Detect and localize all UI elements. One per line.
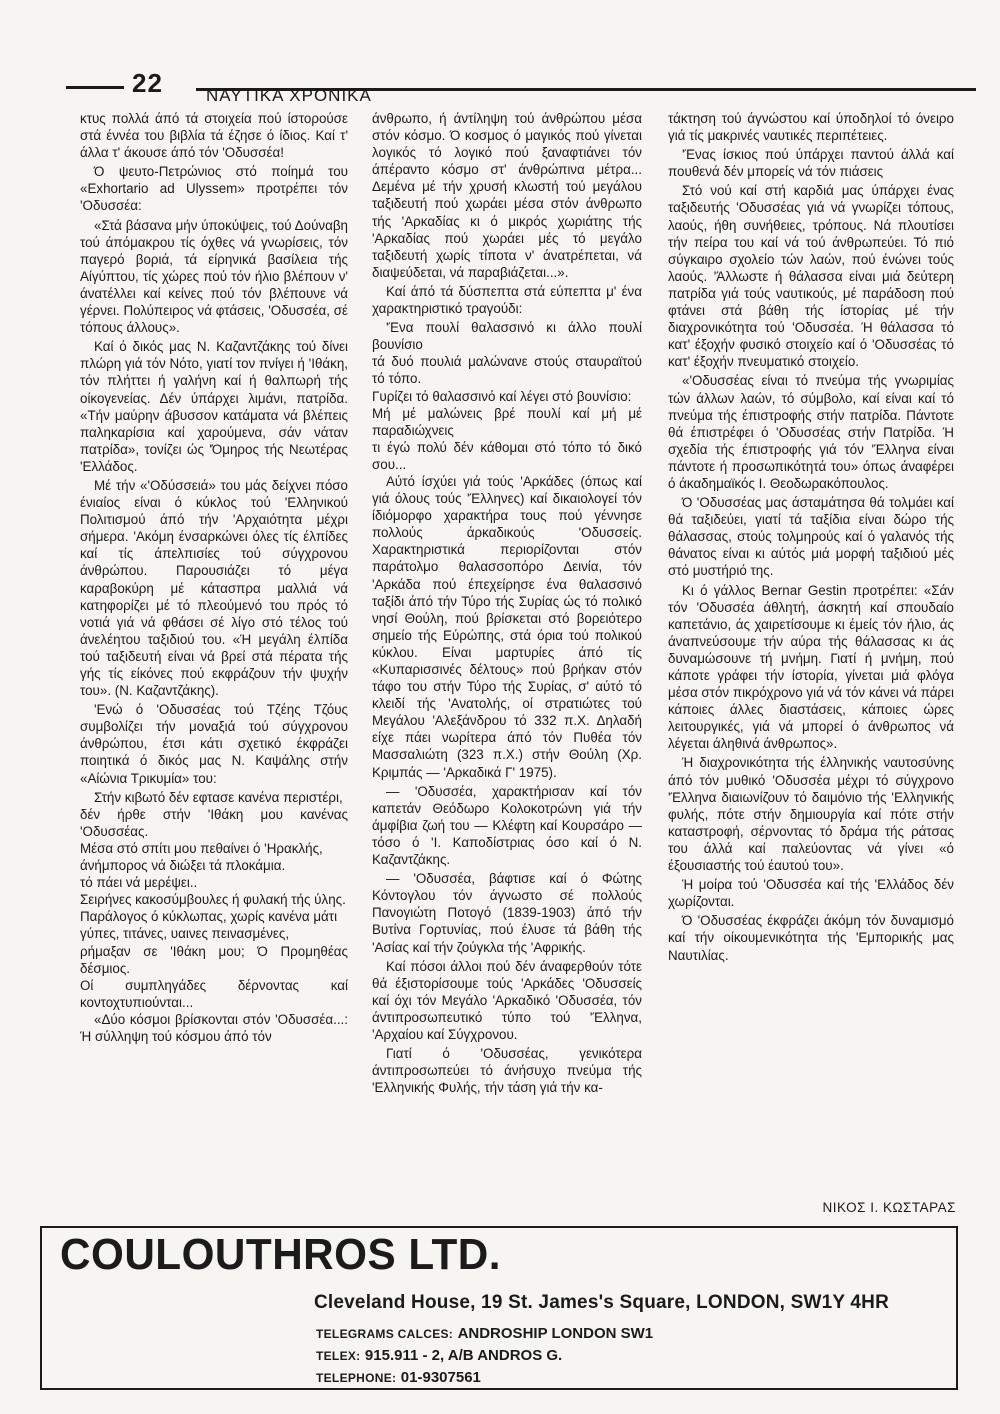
paragraph: τάκτηση τού άγνώστου καί ύποδηλοί τό όνειρο γιά τίς μακρινές ναυτικές περιπέτειες. [668,111,954,144]
ad-address: Cleveland House, 19 St. James's Square, LONDON, SW1Y 4HR [314,1292,890,1313]
author-signature: ΝΙΚΟΣ Ι. ΚΩΣΤΑΡΑΣ [822,1200,956,1215]
paragraph: Ή διαχρονικότητα τής έλληνικής ναυτοσύνης άπό τόν μυθικό 'Οδυσσέα μέχρι τό σύγχρονο 'Έλληνα διαιωνίζουν τό δαιμόνιο τής 'Ελληνικής φυλής, πότε στήν δημιουργία καί πότε στήν καταστροφή, σέρνοντας τό δράμα τής ράτσας του άλλά καί παλεύοντας νά γίνει «ό έξουσιαστής τού έαυτού του». [668,755,954,874]
song-line: Μή μέ μαλώνεις βρέ πουλί καί μή μέ παραδιώχνεις [372,405,642,438]
ad-telegrams-label: TELEGRAMS CALCES: [316,1327,454,1341]
publication-title: ΝΑΥΤΙΚΑ ΧΡΟΝΙΚΑ [206,86,372,105]
ad-telegrams-value: ANDROSHIP LONDON SW1 [457,1325,654,1342]
paragraph: Ή μοίρα τού 'Οδυσσέα καί τής 'Ελλάδος δέν χωρίζονται. [668,877,954,910]
paragraph: 'Ενώ ό 'Οδυσσέας τού Τζέης Τζόυς συμβολίζει τήν μοναξιά τού σύγχρονου άνθρώπου, έτσι κάτι σχετικό έκφράζει ποιητικά ό δικός μας Ν. Καψάλης στήν «Αίώνια Τρικυμία» του: [80,702,348,786]
song-line: 'Ένα πουλί θαλασσινό κι άλλο πουλί βουνίσιο [372,320,642,353]
paragraph: άνθρωπο, ή άντίληψη τού άνθρώπου μέσα στόν κόσμο. Ό κοσμος ό μαγικός πού γίνεται λογικός τό λογικό πού ξαναφτιάνει τόν άπέραντο κόσμο στ' άνθρώπινα μέτρα... Δεμένα μέ τήν χρυσή κλωστή τού μεγάλου ταξιδευτή πού χωράει μέσα στόν άνθρωπο τής 'Αρκαδίας κι ό μικρός χωριάτης τής 'Αρκαδίας πού χωράει μές τό μεγάλο ταξιδευτή χωρίς τίποτα ν' άνατρέπεται, νά διαψεύδεται, νά παραβιάζεται...». [372,111,642,280]
song-line: τά δυό πουλιά μαλώνανε στούς σταυραϊτού τό τόπο. [372,354,642,387]
verse-line: Στήν κιβωτό δέν εφτασε κανένα περιστέρι, [94,789,343,805]
song-line: Γυρίζει τό θαλασσινό καί λέγει στό βουνίσιο: [372,388,632,404]
verse-line: Παράλογος ό κύκλωπας, χωρίς κανένα μάτι [80,909,338,925]
header-rule-left [66,86,124,89]
advertisement-box [40,1226,958,1390]
verse-line: Σειρήνες κακοσύμβουλες ή φυλακή τής ύλης. [80,892,346,908]
ad-telex-label: TELEX: [316,1349,361,1363]
paragraph: — 'Οδυσσέα, χαρακτήρισαν καί τόν καπετάν Θεόδωρο Κολοκοτρώνη γιά τήν άμφίβια ζωή του — Κλέφτη καί Κουρσάρο — τόσο ό 'Ι. Καποδίστριας όσο καί ό Ν. Καζαντζάκης. [372,783,642,868]
verse-line: Μέσα στό σπίτι μου πεθαίνει ό 'Ηρακλής, [80,840,323,856]
verse-line: δέν ήρθε στήν 'Ιθάκη μου κανένας 'Οδυσσέας. [80,806,348,839]
paragraph: Στό νού καί στή καρδιά μας ύπάρχει ένας ταξιδευτής 'Οδυσσέας γιά νά γνωρίζει τόπους, λαούς, ήθη συνήθειες, τρόπους. Νά πλουτίσει τήν πείρα του καί νά τού άνθρωπεύει. Τό πιό σύγκαιρο σχολείο τών λαών, πού ένώνει τούς λαούς. 'Άλλωστε ή θάλασσα είναι μιά δεύτερη πατρίδα γιά τούς ναυτικούς, μέ παράδοση πού φτάνει στά βάθη τής ίστορίας μέ τήν διαχρονικότητα τού 'Οδυσσέα. Ή θάλασσα τό κατ' έξοχήν φυσικό στοιχείο καί ό 'Οδυσσέας τό κατ' έξοχήν πνευματικό στοιχείο. [668,183,954,370]
paragraph: Ό 'Οδυσσέας έκφράζει άκόμη τόν δυναμισμό καί τήν οίκουμενικότητα τής 'Εμπορικής μας Ναυτιλίας. [668,913,954,963]
paragraph: Καί πόσοι άλλοι πού δέν άναφερθούν τότε θά έξιστορίσουμε τούς 'Αρκάδες 'Οδυσσείς καί όχι τόν Μεγάλο 'Αρκαδικό 'Οδυσσέα, τόν άντιπροσωπευτικό τύπο τού 'Έλληνα, 'Αρχαίου καί Σύγχρονου. [372,958,642,1042]
verse-line: Οί συμπληγάδες δέρνοντας καί κοντοχτυπιούνται... [80,977,348,1010]
ad-telex-value: 915.911 - 2, A/B ANDROS G. [364,1347,563,1364]
article-column-1 [80,110,348,1047]
ad-telephone-value: 01-9307561 [400,1369,481,1386]
ad-telephone-line [316,1369,481,1387]
ad-telegrams-line [316,1325,653,1343]
paragraph: Αύτό ίσχύει γιά τούς 'Αρκάδες (όπως καί γιά όλους τούς 'Έλληνες) καί δικαιολογεί τόν ίδιόμορφο χαρακτήρα τους πού γέννησε πολλούς άρκαδικούς 'Οδυσσείς. Χαρακτηριστικά περιορίζονται στόν παράτολμο θαλασσοπόρο Δεινία, τόν 'Αρκάδα πού έπεχείρησε ένα θαλασσινό ταξίδι άπό τήν Τύρο τής Συρίας ώς τό πολικό νησί Θούλη, πού βρίσκεται στό βορειότερο σημείο τής Εύρώπης, στά όρια τού πολικού κύκλου. Είναι μαρτυρίες άπό τίς «Κυπαρισσινές δέλτους» πού βρήκαν στόν τάφο του στήν Τύρο τής Συρίας, σ' αύτό τό κλειδί τής 'Ανατολής, οί στρατιώτες τού Μεγάλου 'Αλεξάνδρου τό 332 π.Χ. Δηλαδή είχε πάει νωρίτερα άπό τόν Πυθέα τόν Μασσαλιώτη (323 π.Χ.) στήν Θούλη (Χρ. Κριμπάς — 'Αρκαδικά Γ' 1975). [372,473,642,780]
verse-line: τό πάει νά μερέψει.. [80,875,198,891]
paragraph: Κι ό γάλλος Bernar Gestin προτρέπει: «Σάν τόν 'Οδυσσέα άθλητή, άσκητή καί σπουδαίο καπετάνιο, άς χαιρετίσουμε κι έμείς τόν ήλιο, άς άναπνεύσουμε τήν αύρα τής θάλασσας κι άς δυναμώσουνε τή μνήμη. Γιατί ή μνήμη, πού κάποτε γράφει τήν ίστορία, γίνεται μιά φλόγα μέσα στόν πικρόχρονο γιά νά τόν κάνει νά πάρει κάποιες άλλες διαστάσεις, κάποιες ώρες λειτουργικές, γιά νά μπορεί ό άνθρωπος νά λέγεται άληθινά άνθρωπος». [668,582,954,752]
ad-company-name: COULOUTHROS LTD. [60,1230,501,1279]
paragraph: Ό 'Οδυσσέας μας άσταμάτησα θά τολμάει καί θά ταξιδεύει, γιατί τά ταξίδια είναι δώρο τής θάλασσας, στούς τολμηρούς καί ό γαλανός τής θάνατος είναι κι αύτός μιά μορφή ταξιδιού μές στό μυστήριό της. [668,495,954,579]
paragraph: «'Οδυσσέας είναι τό πνεύμα τής γνωριμίας τών άλλων λαών, τό σύμβολο, καί είναι καί τό πνεύμα τής έπιστροφής στήν πατρίδα. Πάντοτε θά έπιστρέφει ό 'Οδυσσέας στήν Πατρίδα. Ή σχεδία τής έπιστροφής γιά τόν 'Έλληνα είναι πάντοτε ή προσωπικότητά του» όπως άναφέρει ό άκαδημαϊκός Ι. Θεοδωρακόπουλος. [668,373,954,491]
paragraph: Ό ψευτο-Πετρώνιος στό ποίημά του «Exhortario ad Ulyssem» προτρέπει τόν 'Οδυσσέα: [80,164,348,214]
paragraph: Καί άπό τά δύσπεπτα στά εύπεπτα μ' ένα χαρακτηριστικό τραγούδι: [372,283,642,317]
ad-telex-line [316,1347,562,1365]
paragraph: Μέ τήν «'Οδύσσειά» του μάς δείχνει πόσο ένιαίος είναι ό κύκλος τού 'Ελληνικού Πολιτισμού άπό τήν 'Αρχαιότητα μέχρι σήμερα. 'Ακόμη ένσαρκώνει όλες τίς έλπίδες καί τίς άπελπισίες τού σύγχρονου άνθρώπου. Παρουσιάζει τό μέγα καραβοκύρη μέ κάτασπρα μαλλιά νά κατηφορίζει μέ τό πλεούμενό του πρός τό νοτιά γιά νά φθάσει σέ λίγο στό τέλος τού άνελέητου ταξιδιού του. «Ή μεγάλη έλπίδα τού ταξιδευτή είναι νά βρεί στά πέρατα τής γής τίς είκόνες πού εκφράζουν τήν ψυχήν του». (Ν. Καζαντζάκης). [80,477,348,699]
paragraph: «Δύο κόσμοι βρίσκονται στόν 'Οδυσσέα...: Ή σύλληψη τού κόσμου άπό τόν [80,1011,348,1044]
paragraph: Καί ό δικός μας Ν. Καζαντζάκης τού δίνει πλώρη γιά τόν Νότο, γιατί τον πνίγει ή 'Ιθάκη, τόν πλήττει ή γαλήνη καί ή θαλπωρή τής οίκογενείας. Δέν ύπάρχει λιμάνι, πατρίδα. «Τήν μαύρην άβυσσον κατάματα νά βλέπεις παληκαρίσια καί χαρούμενα, σάν νάταν πατρίδα», τονίζει ώς 'Όμηρος τής Νεωτέρας 'Ελλάδος. [80,339,348,474]
article-column-2 [372,110,642,1098]
verse-line: άνήμπορος νά διώξει τά πλοκάμια. [80,858,286,874]
verse-line: γύπες, τιτάνες, υαινες πεινασμένες, [80,926,290,942]
paragraph: 'Ένας ίσκιος πού ύπάρχει παντού άλλά καί πουθενά δέν μπορείς νά τόν πιάσεις [668,147,954,180]
paragraph: «Στά βάσανα μήν ύποκύψεις, τού Δούναβη τού άπόμακρου τίς όχθες νά γνωρίσεις, τόν παγερό βοριά, τά είρηνικά βασίλεια τής Αίγύπτου, τίς χώρες πού τόν ήλιο βλέπουν ν' άνατέλλει καί κείνες πού τόν βλέπουνε νά γέρνει. Πολύπειρος νά φτάσεις, 'Οδυσσέα, σέ τόπους άλλους». [80,217,348,336]
article-column-3 [668,110,954,966]
paragraph: Γιατί ό 'Οδυσσέας, γενικότερα άντιπροσωπεύει τό άνήσυχο πνεύμα τής 'Ελληνικής Φυλής, τήν τάση γιά τήν κα- [372,1046,642,1096]
paragraph: κτυς πολλά άπό τά στοιχεία πού ίστορούσε στά έννέα του βιβλία τά έζησε ό ίδιος. Καί τ' άλλα τ' άκουσε άπό τόν 'Οδυσσέα! [80,111,348,161]
verse-line: ρήμαξαν σε 'Ιθάκη μου; Ό Προμηθέας δέσμιος. [80,943,348,976]
ad-telephone-label: TELEPHONE: [316,1371,397,1385]
page-number: 22 [132,68,163,98]
song-line: τι έγώ πολύ δέν κάθομαι στό τόπο τό δικό σου... [372,439,642,472]
paragraph: — 'Οδυσσέα, βάφτισε καί ό Φώτης Κόντογλου τόν άγνωστο σέ πολλούς Πανογιώτη Ποτογό (1839-1903) άπό τήν Βυτίνα Γορτυνίας, πού έλυσε τά βάθη τής 'Ασίας καί τήν ζούγκλα τής 'Αφρικής. [372,871,642,955]
